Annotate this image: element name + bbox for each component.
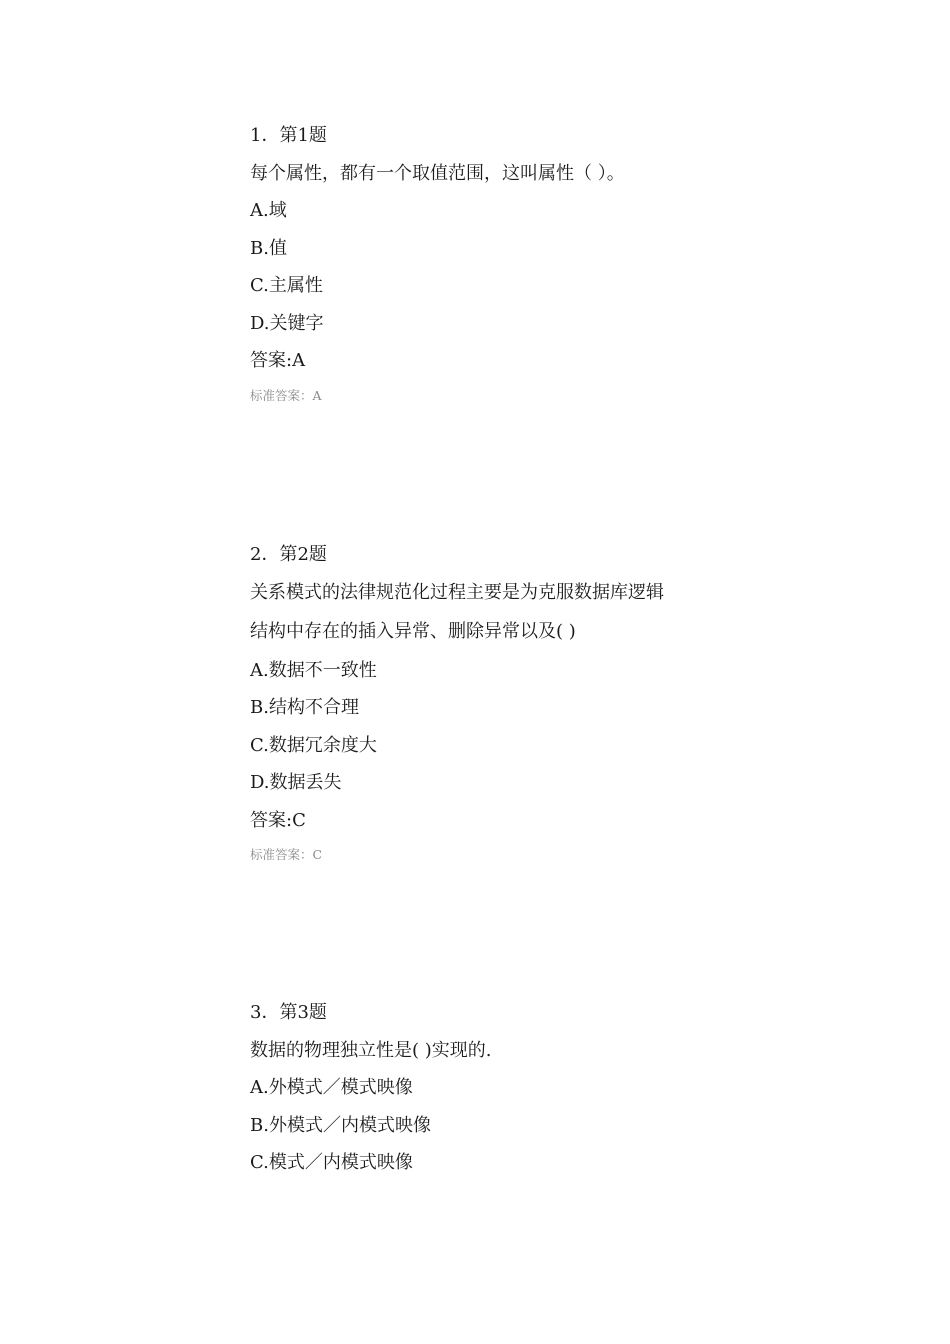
- question-1: [250, 124, 890, 405]
- standard-answer: 标准答案：C: [250, 847, 323, 862]
- question-2: [250, 543, 890, 864]
- question-3: [250, 1001, 890, 1189]
- question-header: 1．第1题: [250, 125, 327, 146]
- option-b: B.外模式／内模式映像: [250, 1114, 431, 1136]
- question-stem-line-1: 关系模式的法律规范化过程主要是为克服数据库逻辑: [250, 581, 664, 603]
- option-a: A.域: [250, 200, 287, 221]
- question-header: 2．第2题: [250, 544, 327, 565]
- answer: 答案:C: [250, 809, 306, 831]
- question-stem-line-2: 结构中存在的插入异常、删除异常以及( ): [250, 620, 576, 642]
- answer: 答案:A: [250, 350, 306, 371]
- option-b: B.值: [250, 237, 287, 259]
- question-stem: 每个属性，都有一个取值范围，这叫属性（ ）。: [250, 162, 625, 184]
- option-c: C.数据冗余度大: [250, 734, 377, 756]
- question-header: 3．第3题: [250, 1002, 327, 1023]
- option-c: C.主属性: [250, 275, 323, 296]
- option-d: D.数据丢失: [250, 772, 342, 793]
- option-c: C.模式／内模式映像: [250, 1152, 413, 1173]
- option-d: D.关键字: [250, 312, 324, 334]
- option-a: A.数据不一致性: [250, 659, 377, 681]
- standard-answer: 标准答案：A: [250, 387, 322, 403]
- option-b: B.结构不合理: [250, 697, 359, 718]
- option-a: A.外模式／模式映像: [250, 1077, 413, 1098]
- question-stem: 数据的物理独立性是( )实现的.: [250, 1039, 492, 1061]
